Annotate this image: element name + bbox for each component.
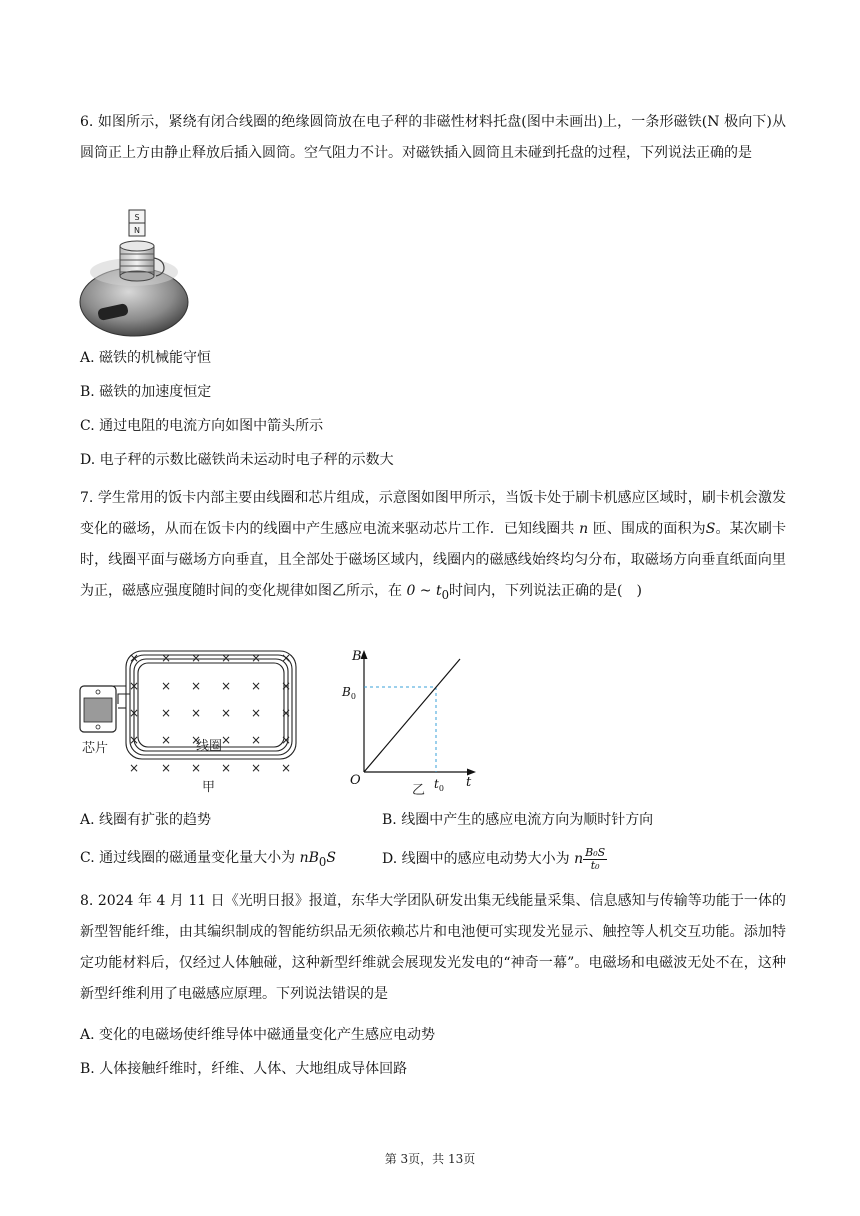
field-cross-29: × (280, 761, 292, 775)
field-cross-20: × (190, 733, 202, 747)
x-axis-label: t (466, 775, 472, 790)
q7-n: n (579, 521, 589, 537)
coil-loop-inner (138, 663, 284, 747)
field-cross-18: × (128, 733, 140, 747)
q6-option-d[interactable]: D. 电子秤的示数比磁铁尚未运动时电子秤的示数大 (80, 452, 394, 468)
origin-label: O (350, 773, 361, 788)
field-cross-12: × (128, 706, 140, 720)
field-cross-28: × (250, 761, 262, 775)
y-tick-b0: $B_0$ (342, 685, 356, 701)
field-cross-27: × (220, 761, 232, 775)
emf-fraction: $\frac{\text{B₀S}}{\text{t₀}}$ (585, 845, 606, 872)
field-cross-8: × (190, 679, 202, 693)
q7-stem: 7. 学生常用的饭卡内部主要由线圈和芯片组成，示意图如图甲所示，当饭卡处于刷卡机感应区域时，刷卡机会激发变化的磁场，从而在饭卡内的线圈中产生感应电流来驱动芯片工作．已知线圈共 n 匝、围成的面积为S。某次刷卡时，线圈平面与磁场方向垂直，且全部处于磁场区域内，线圈内的磁感线始终均匀分布，取磁场方向垂直纸面向里为正，磁感应强度随时间的变化规律如图乙所示，在 0 ~ $t_0$时间内，下列说法正确的是( ) (80, 490, 787, 602)
q6-option-a[interactable]: A. 磁铁的机械能守恒 (80, 350, 212, 366)
field-cross-2: × (190, 651, 202, 665)
q8-option-a[interactable]: A. 变化的电磁场使纤维导体中磁通量变化产生感应电动势 (80, 1027, 436, 1043)
q7-figure-yi (336, 646, 486, 796)
page-footer: 第 3页，共 13页 (384, 1152, 476, 1166)
field-cross-11: × (280, 679, 292, 693)
field-cross-6: × (128, 679, 140, 693)
q7-option-d[interactable]: D. 线圈中的感应电动势大小为 n $\frac{\text{B₀S}}{\text{t₀}}$ (382, 845, 606, 872)
field-cross-24: × (128, 761, 140, 775)
y-axis-label: B (352, 649, 362, 664)
field-cross-15: × (220, 706, 232, 720)
chip-label: 芯片 (82, 741, 109, 756)
field-cross-4: × (250, 651, 262, 665)
q7-option-b[interactable]: B. 线圈中产生的感应电流方向为顺时针方向 (382, 812, 654, 828)
field-cross-19: × (160, 733, 172, 747)
q6-option-b[interactable]: B. 磁铁的加速度恒定 (80, 384, 212, 400)
q7-option-c[interactable]: C. 通过线圈的磁通量变化量大小为 $nB_0S$ (80, 850, 336, 869)
b-t-line (364, 659, 460, 772)
field-cross-22: × (250, 733, 262, 747)
q7-option-a[interactable]: A. 线圈有扩张的趋势 (80, 812, 212, 828)
q8-stem: 8. 2024 年 4 月 11 日《光明日报》报道，东华大学团队研发出集无线能量采集、信息感知与传输等功能于一体的新型智能纤维，由其编织制成的智能纺织品无须依赖芯片和电池便可实现发光显示、触控等人机交互功能。添加特定功能材料后，仅经过人体触碰，这种新型纤维就会展现发光发电的“神奇一幕”。电磁场和电磁波无处不在，这种新型纤维利用了电磁感应原理。下列说法错误的是 (80, 893, 786, 1002)
q8-option-b[interactable]: B. 人体接触纤维时，纤维、人体、大地组成导体回路 (80, 1061, 408, 1077)
field-cross-25: × (160, 761, 172, 775)
field-cross-17: × (280, 706, 292, 720)
q7-figure-jia (78, 646, 298, 794)
figure-jia-caption: 甲 (202, 780, 216, 794)
q6-scale-figure (78, 206, 190, 340)
q6-option-c[interactable]: C. 通过电阻的电流方向如图中箭头所示 (80, 418, 324, 434)
field-cross-23: × (280, 733, 292, 747)
field-cross-5: × (280, 651, 292, 665)
field-cross-21: × (220, 733, 232, 747)
figure-yi-caption: 乙 (412, 783, 426, 796)
field-cross-13: × (160, 706, 172, 720)
q7-S: S (705, 521, 716, 537)
q7-interval: 0 ~ $t_0$ (406, 583, 450, 602)
x-tick-t0: $t_0$ (434, 777, 444, 793)
magnet-s-label: S (134, 213, 140, 222)
magnetic-field-crosses (129, 651, 291, 775)
field-cross-10: × (250, 679, 262, 693)
field-cross-9: × (220, 679, 232, 693)
field-cross-1: × (160, 651, 172, 665)
field-cross-14: × (190, 706, 202, 720)
coil-label: 线圈 (196, 739, 223, 754)
field-cross-0: × (128, 651, 140, 665)
field-cross-7: × (160, 679, 172, 693)
field-cross-26: × (190, 761, 202, 775)
field-cross-16: × (250, 706, 262, 720)
field-cross-3: × (220, 651, 232, 665)
q6-stem: 6. 如图所示，紧绕有闭合线圈的绝缘圆筒放在电子秤的非磁性材料托盘(图中未画出)上，一条形磁铁(N 极向下)从圆筒正上方由静止释放后插入圆筒。空气阻力不计。对磁铁插入圆筒且未碰到托盘的过程，下列说法正确的是 (80, 114, 786, 161)
magnet-n-label: N (134, 226, 140, 235)
